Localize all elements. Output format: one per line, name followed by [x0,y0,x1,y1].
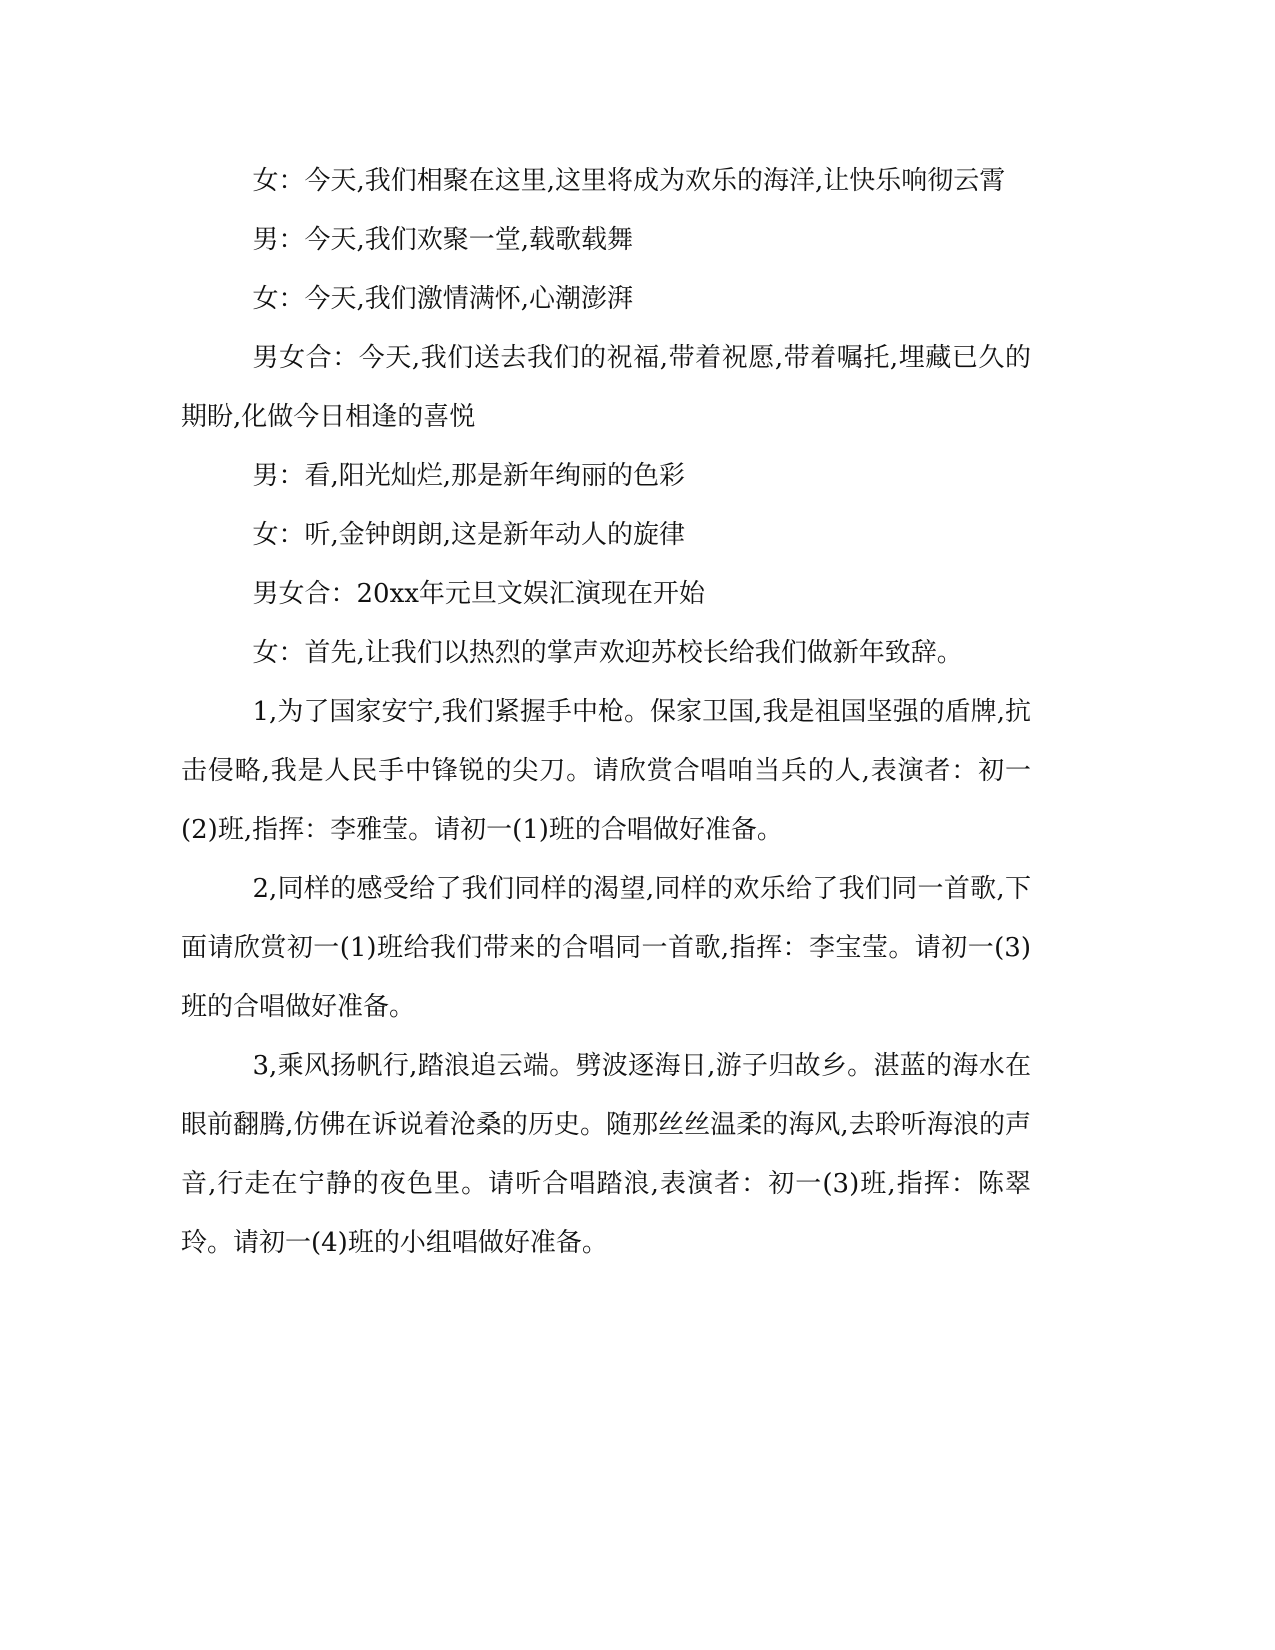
document-page [181,152,1031,1273]
paragraph-duet-opening: 男女合：20xx年元旦文娱汇演现在开始 [252,579,705,609]
paragraph-program-2: 2,同样的感受给了我们同样的渴望,同样的欢乐给了我们同一首歌,下面请欣赏初一(1)班给我们带来的合唱同一首歌,指挥：李宝莹。请初一(3)班的合唱做好准备。 [181,874,1031,1022]
paragraph-program-1: 1,为了国家安宁,我们紧握手中枪。保家卫国,我是祖国坚强的盾牌,抗击侵略,我是人民手中锋锐的尖刀。请欣赏合唱咱当兵的人,表演者：初一(2)班,指挥：李雅莹。请初一(1)班的合唱做好准备。 [181,697,1031,845]
paragraph-female-principal-speech: 女：首先,让我们以热烈的掌声欢迎苏校长给我们做新年致辞。 [252,638,963,668]
paragraph-program-3: 3,乘风扬帆行,踏浪追云端。劈波逐海日,游子归故乡。湛蓝的海水在眼前翻腾,仿佛在诉说着沧桑的历史。随那丝丝温柔的海风,去聆听海浪的声音,行走在宁静的夜色里。请听合唱踏浪,表演者：初一(3)班,指挥：陈翠玲。请初一(4)班的小组唱做好准备。 [181,1051,1031,1258]
paragraph-male-sunshine: 男：看,阳光灿烂,那是新年绚丽的色彩 [252,461,686,491]
paragraph-female-passion: 女：今天,我们激情满怀,心潮澎湃 [252,284,634,314]
paragraph-female-intro: 女：今天,我们相聚在这里,这里将成为欢乐的海洋,让快乐响彻云霄 [252,166,1006,196]
paragraph-female-bells: 女：听,金钟朗朗,这是新年动人的旋律 [252,520,686,550]
paragraph-male-gathering: 男：今天,我们欢聚一堂,载歌载舞 [252,225,634,255]
paragraph-duet-blessing: 男女合：今天,我们送去我们的祝福,带着祝愿,带着嘱托,埋藏已久的期盼,化做今日相逢的喜悦 [181,343,1031,432]
